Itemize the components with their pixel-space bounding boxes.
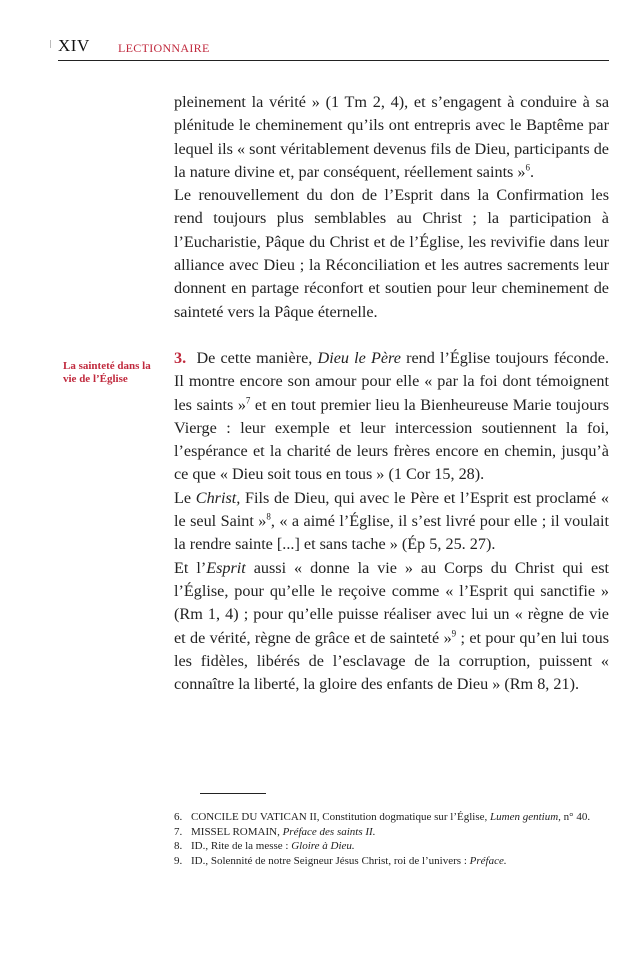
paragraph-3: 3. De cette manière, Dieu le Père rend l’Église toujours féconde. Il montre encore son amour pour elle « par la foi dont témoignent les saints »$^7$ et en tout premier lieu la Bienheureuse Marie toujours Vierge : leur exemple et leur intercession soutiennent la foi, l’espérance et la charité de leurs frères encore en chemin, jusqu’à ce que « Dieu soit tous en tous » (1 Cor 15, 28). <box>174 348 609 484</box>
running-title: LECTIONNAIRE <box>118 41 210 55</box>
margin-note: La sainteté dans la vie de l’Église <box>63 360 151 385</box>
footnote: 8. ID., Rite de la messe : Gloire à Dieu. <box>174 840 355 852</box>
page-number: XIV <box>58 36 90 55</box>
footnotes <box>174 810 609 868</box>
crop-mark <box>50 40 51 48</box>
footnote-ref: 7 <box>245 395 251 406</box>
paragraph-number: 3. <box>174 348 187 367</box>
paragraph-esprit: Et l’Esprit aussi « donne la vie » au Corps du Christ qui est l’Église, pour qu’elle le reçoive comme « l’Esprit qui sanctifie » (Rm 1, 4) ; pour qu’elle puisse réaliser avec lui un « règne de vie et de vérité, règne de grâce et de sainteté »$^9$ ; et pour qu’en lui tous les fidèles, libérés de l’esclavage de la corruption, puissent « connaître la liberté, la gloire des enfants de Dieu » (Rm 8, 21). <box>174 558 609 694</box>
footnote: 6. CONCILE DU VATICAN II, Constitution dogmatique sur l’Église, Lumen gentium, n° 40. <box>174 811 591 823</box>
paragraph-continuation: pleinement la vérité » (1 Tm 2, 4), et s’engagent à conduire à sa plénitude le cheminement qu’ils ont entrepris avec le Baptême par lequel ils « sont véritablement devenus fils de Dieu, participants de la nature divine et, par conséquent, réellement saints »$^6$. <box>174 93 609 181</box>
page-header <box>58 36 608 60</box>
paragraph-christ: Le Christ, Fils de Dieu, qui avec le Père et l’Esprit est proclamé « le seul Saint »$^8$, « a aimé l’Église, il s’est livré pour elle ; il voulait la rendre sainte [...] et sans tache » (Ép 5, 25. 27). <box>174 488 609 554</box>
paragraph-sacraments: Le renouvellement du don de l’Esprit dans la Confirmation les rend toujours plus semblables au Christ ; la participation à l’Eucharistie, Pâque du Christ et de l’Église, les revivifie dans leur alliance avec Dieu ; la Réconciliation et les autres sacrements leur donnent en partage réconfort et soutien pour leur cheminement de sainteté vers la Pâque éternelle. <box>174 186 609 321</box>
footnote: 7. MISSEL ROMAIN, Préface des saints II. <box>174 825 376 838</box>
footnote-ref: 6 <box>525 162 531 173</box>
footnote: 9. ID., Solennité de notre Seigneur Jésus Christ, roi de l’univers : Préface. <box>174 854 507 867</box>
footnote-rule <box>200 793 266 794</box>
main-text <box>174 91 609 696</box>
header-rule <box>58 60 609 61</box>
footnote-ref: 8 <box>266 511 271 522</box>
footnote-ref: 9 <box>451 628 457 639</box>
